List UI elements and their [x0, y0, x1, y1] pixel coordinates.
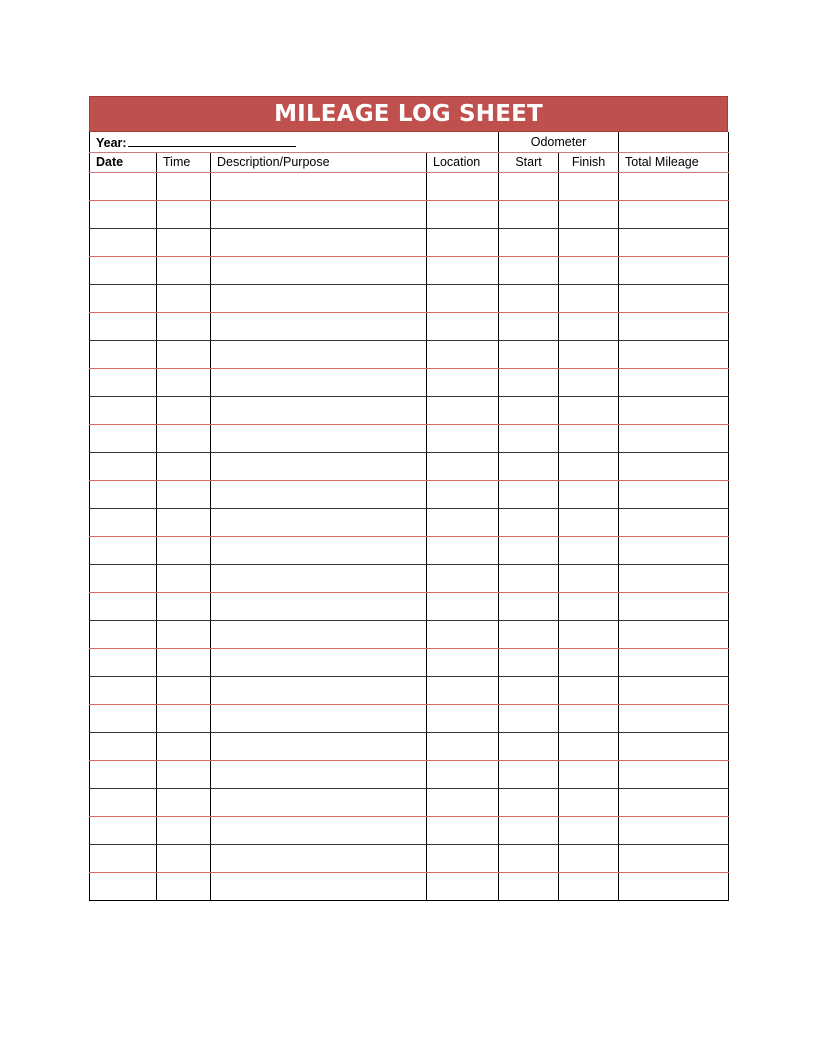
table-row — [90, 648, 729, 676]
date-cell[interactable] — [90, 844, 157, 872]
location-cell[interactable] — [427, 872, 499, 900]
odometer-start-cell[interactable] — [499, 396, 559, 424]
description-cell[interactable] — [211, 424, 427, 452]
odometer-finish-cell[interactable] — [559, 592, 619, 620]
total-mileage-cell[interactable] — [619, 536, 729, 564]
table-row — [90, 760, 729, 788]
odometer-start-cell[interactable] — [499, 760, 559, 788]
location-cell[interactable] — [427, 424, 499, 452]
odometer-finish-cell[interactable] — [559, 732, 619, 760]
time-cell[interactable] — [157, 564, 211, 592]
description-cell[interactable] — [211, 368, 427, 396]
odometer-finish-cell[interactable] — [559, 312, 619, 340]
time-cell[interactable] — [157, 480, 211, 508]
description-cell[interactable] — [211, 228, 427, 256]
date-cell[interactable] — [90, 368, 157, 396]
table-row — [90, 200, 729, 228]
location-cell[interactable] — [427, 676, 499, 704]
date-cell[interactable] — [90, 228, 157, 256]
table-row — [90, 676, 729, 704]
date-cell[interactable] — [90, 536, 157, 564]
location-cell[interactable] — [427, 284, 499, 312]
description-cell[interactable] — [211, 452, 427, 480]
mileage-log-sheet — [89, 96, 728, 901]
total-mileage-cell[interactable] — [619, 172, 729, 200]
time-cell[interactable] — [157, 788, 211, 816]
year-label: Year: — [96, 135, 127, 150]
time-cell[interactable] — [157, 200, 211, 228]
odometer-start-cell[interactable] — [499, 732, 559, 760]
table-row — [90, 844, 729, 872]
table-row — [90, 228, 729, 256]
date-cell[interactable] — [90, 424, 157, 452]
description-cell[interactable] — [211, 200, 427, 228]
odometer-finish-cell[interactable] — [559, 200, 619, 228]
odometer-start-cell[interactable] — [499, 172, 559, 200]
odometer-start-cell[interactable] — [499, 480, 559, 508]
table-row — [90, 592, 729, 620]
odometer-finish-cell[interactable] — [559, 284, 619, 312]
year-row — [90, 132, 729, 152]
location-cell[interactable] — [427, 396, 499, 424]
description-cell[interactable] — [211, 788, 427, 816]
odometer-start-cell[interactable] — [499, 312, 559, 340]
odometer-finish-cell[interactable] — [559, 872, 619, 900]
column-header-description: Description/Purpose — [211, 152, 427, 172]
time-cell[interactable] — [157, 172, 211, 200]
table-row — [90, 508, 729, 536]
odometer-finish-cell[interactable] — [559, 396, 619, 424]
table-row — [90, 368, 729, 396]
table-row — [90, 564, 729, 592]
odometer-start-cell[interactable] — [499, 788, 559, 816]
total-mileage-cell[interactable] — [619, 228, 729, 256]
column-header-total-mileage: Total Mileage — [619, 152, 729, 172]
total-mileage-cell[interactable] — [619, 760, 729, 788]
table-row — [90, 172, 729, 200]
odometer-blank-cell — [619, 132, 729, 152]
odometer-finish-cell[interactable] — [559, 816, 619, 844]
odometer-start-cell[interactable] — [499, 228, 559, 256]
table-row — [90, 256, 729, 284]
date-cell[interactable] — [90, 200, 157, 228]
odometer-finish-cell[interactable] — [559, 648, 619, 676]
odometer-start-cell[interactable] — [499, 704, 559, 732]
total-mileage-cell[interactable] — [619, 620, 729, 648]
odometer-finish-cell[interactable] — [559, 564, 619, 592]
table-row — [90, 424, 729, 452]
odometer-finish-cell[interactable] — [559, 704, 619, 732]
time-cell[interactable] — [157, 872, 211, 900]
date-cell[interactable] — [90, 284, 157, 312]
description-cell[interactable] — [211, 564, 427, 592]
location-cell[interactable] — [427, 844, 499, 872]
time-cell[interactable] — [157, 536, 211, 564]
odometer-start-cell[interactable] — [499, 256, 559, 284]
total-mileage-cell[interactable] — [619, 452, 729, 480]
date-cell[interactable] — [90, 396, 157, 424]
description-cell[interactable] — [211, 480, 427, 508]
table-row — [90, 732, 729, 760]
location-cell[interactable] — [427, 256, 499, 284]
total-mileage-cell[interactable] — [619, 872, 729, 900]
column-header-location: Location — [427, 152, 499, 172]
time-cell[interactable] — [157, 228, 211, 256]
time-cell[interactable] — [157, 256, 211, 284]
sheet-title: MILEAGE LOG SHEET — [89, 96, 728, 132]
location-cell[interactable] — [427, 452, 499, 480]
location-cell[interactable] — [427, 648, 499, 676]
location-cell[interactable] — [427, 704, 499, 732]
odometer-start-cell[interactable] — [499, 676, 559, 704]
total-mileage-cell[interactable] — [619, 256, 729, 284]
odometer-finish-cell[interactable] — [559, 508, 619, 536]
odometer-finish-cell[interactable] — [559, 256, 619, 284]
table-row — [90, 396, 729, 424]
location-cell[interactable] — [427, 816, 499, 844]
date-cell[interactable] — [90, 732, 157, 760]
description-cell[interactable] — [211, 676, 427, 704]
date-cell[interactable] — [90, 788, 157, 816]
time-cell[interactable] — [157, 340, 211, 368]
odometer-start-cell[interactable] — [499, 648, 559, 676]
description-cell[interactable] — [211, 620, 427, 648]
date-cell[interactable] — [90, 172, 157, 200]
date-cell[interactable] — [90, 676, 157, 704]
time-cell[interactable] — [157, 312, 211, 340]
description-cell[interactable] — [211, 732, 427, 760]
time-cell[interactable] — [157, 844, 211, 872]
table-row — [90, 312, 729, 340]
table-row — [90, 816, 729, 844]
odometer-finish-cell[interactable] — [559, 620, 619, 648]
location-cell[interactable] — [427, 228, 499, 256]
odometer-finish-cell[interactable] — [559, 480, 619, 508]
odometer-start-cell[interactable] — [499, 424, 559, 452]
column-header-time: Time — [157, 152, 211, 172]
time-cell[interactable] — [157, 676, 211, 704]
description-cell[interactable] — [211, 172, 427, 200]
total-mileage-cell[interactable] — [619, 648, 729, 676]
odometer-finish-cell[interactable] — [559, 368, 619, 396]
odometer-start-cell[interactable] — [499, 368, 559, 396]
column-header-finish: Finish — [559, 152, 619, 172]
date-cell[interactable] — [90, 872, 157, 900]
time-cell[interactable] — [157, 396, 211, 424]
time-cell[interactable] — [157, 648, 211, 676]
description-cell[interactable] — [211, 312, 427, 340]
odometer-start-cell[interactable] — [499, 620, 559, 648]
odometer-start-cell[interactable] — [499, 340, 559, 368]
total-mileage-cell[interactable] — [619, 424, 729, 452]
odometer-start-cell[interactable] — [499, 872, 559, 900]
odometer-finish-cell[interactable] — [559, 228, 619, 256]
location-cell[interactable] — [427, 200, 499, 228]
description-cell[interactable] — [211, 844, 427, 872]
date-cell[interactable] — [90, 648, 157, 676]
date-cell[interactable] — [90, 620, 157, 648]
odometer-finish-cell[interactable] — [559, 844, 619, 872]
date-cell[interactable] — [90, 452, 157, 480]
total-mileage-cell[interactable] — [619, 844, 729, 872]
table-row — [90, 452, 729, 480]
date-cell[interactable] — [90, 256, 157, 284]
location-cell[interactable] — [427, 340, 499, 368]
date-cell[interactable] — [90, 340, 157, 368]
table-row — [90, 480, 729, 508]
total-mileage-cell[interactable] — [619, 676, 729, 704]
total-mileage-cell[interactable] — [619, 368, 729, 396]
odometer-finish-cell[interactable] — [559, 452, 619, 480]
table-row — [90, 340, 729, 368]
total-mileage-cell[interactable] — [619, 340, 729, 368]
location-cell[interactable] — [427, 172, 499, 200]
location-cell[interactable] — [427, 480, 499, 508]
total-mileage-cell[interactable] — [619, 788, 729, 816]
total-mileage-cell[interactable] — [619, 508, 729, 536]
table-row — [90, 284, 729, 312]
description-cell[interactable] — [211, 704, 427, 732]
odometer-start-cell[interactable] — [499, 452, 559, 480]
time-cell[interactable] — [157, 368, 211, 396]
odometer-start-cell[interactable] — [499, 844, 559, 872]
total-mileage-cell[interactable] — [619, 200, 729, 228]
odometer-finish-cell[interactable] — [559, 676, 619, 704]
total-mileage-cell[interactable] — [619, 312, 729, 340]
time-cell[interactable] — [157, 508, 211, 536]
total-mileage-cell[interactable] — [619, 816, 729, 844]
location-cell[interactable] — [427, 732, 499, 760]
total-mileage-cell[interactable] — [619, 480, 729, 508]
odometer-start-cell[interactable] — [499, 816, 559, 844]
location-cell[interactable] — [427, 312, 499, 340]
description-cell[interactable] — [211, 536, 427, 564]
odometer-start-cell[interactable] — [499, 592, 559, 620]
date-cell[interactable] — [90, 760, 157, 788]
total-mileage-cell[interactable] — [619, 592, 729, 620]
date-cell[interactable] — [90, 704, 157, 732]
mileage-table — [89, 132, 729, 901]
location-cell[interactable] — [427, 788, 499, 816]
odometer-start-cell[interactable] — [499, 536, 559, 564]
time-cell[interactable] — [157, 284, 211, 312]
time-cell[interactable] — [157, 620, 211, 648]
date-cell[interactable] — [90, 564, 157, 592]
table-row — [90, 704, 729, 732]
time-cell[interactable] — [157, 732, 211, 760]
description-cell[interactable] — [211, 396, 427, 424]
year-input-line[interactable] — [128, 134, 296, 147]
time-cell[interactable] — [157, 452, 211, 480]
column-header-start: Start — [499, 152, 559, 172]
location-cell[interactable] — [427, 536, 499, 564]
date-cell[interactable] — [90, 312, 157, 340]
description-cell[interactable] — [211, 592, 427, 620]
odometer-finish-cell[interactable] — [559, 172, 619, 200]
table-row — [90, 536, 729, 564]
odometer-start-cell[interactable] — [499, 508, 559, 536]
total-mileage-cell[interactable] — [619, 396, 729, 424]
odometer-finish-cell[interactable] — [559, 760, 619, 788]
odometer-finish-cell[interactable] — [559, 340, 619, 368]
date-cell[interactable] — [90, 592, 157, 620]
total-mileage-cell[interactable] — [619, 564, 729, 592]
description-cell[interactable] — [211, 760, 427, 788]
description-cell[interactable] — [211, 284, 427, 312]
date-cell[interactable] — [90, 816, 157, 844]
odometer-heading: Odometer — [499, 132, 619, 152]
location-cell[interactable] — [427, 368, 499, 396]
description-cell[interactable] — [211, 256, 427, 284]
odometer-start-cell[interactable] — [499, 284, 559, 312]
odometer-start-cell[interactable] — [499, 564, 559, 592]
total-mileage-cell[interactable] — [619, 704, 729, 732]
time-cell[interactable] — [157, 592, 211, 620]
column-header-row — [90, 152, 729, 172]
time-cell[interactable] — [157, 760, 211, 788]
location-cell[interactable] — [427, 592, 499, 620]
description-cell[interactable] — [211, 340, 427, 368]
time-cell[interactable] — [157, 424, 211, 452]
table-row — [90, 620, 729, 648]
description-cell[interactable] — [211, 816, 427, 844]
table-row — [90, 872, 729, 900]
description-cell[interactable] — [211, 648, 427, 676]
total-mileage-cell[interactable] — [619, 732, 729, 760]
location-cell[interactable] — [427, 564, 499, 592]
odometer-finish-cell[interactable] — [559, 788, 619, 816]
total-mileage-cell[interactable] — [619, 284, 729, 312]
year-field[interactable] — [90, 132, 499, 152]
date-cell[interactable] — [90, 508, 157, 536]
odometer-start-cell[interactable] — [499, 200, 559, 228]
odometer-finish-cell[interactable] — [559, 424, 619, 452]
column-header-date: Date — [90, 152, 157, 172]
location-cell[interactable] — [427, 760, 499, 788]
time-cell[interactable] — [157, 704, 211, 732]
description-cell[interactable] — [211, 508, 427, 536]
location-cell[interactable] — [427, 620, 499, 648]
time-cell[interactable] — [157, 816, 211, 844]
location-cell[interactable] — [427, 508, 499, 536]
description-cell[interactable] — [211, 872, 427, 900]
table-row — [90, 788, 729, 816]
odometer-finish-cell[interactable] — [559, 536, 619, 564]
date-cell[interactable] — [90, 480, 157, 508]
